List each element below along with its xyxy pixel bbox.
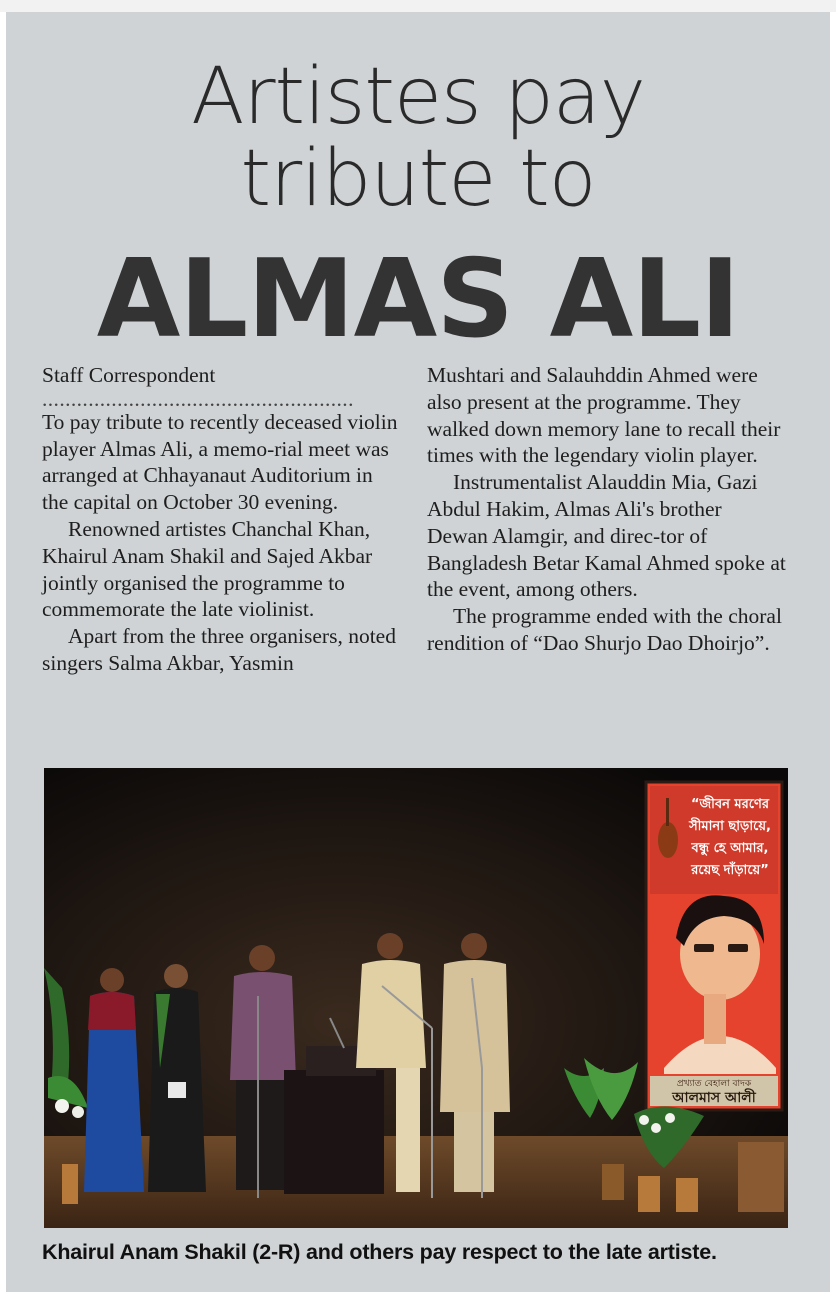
headline-line-3: ALMAS ALI — [96, 237, 740, 362]
violin-icon — [658, 822, 678, 858]
banner-name: আলমাস আলী — [672, 1090, 756, 1106]
article-column-right — [427, 362, 787, 657]
banner-subtitle: প্রখ্যাত বেহালা বাদক — [676, 1079, 752, 1089]
paragraph: Mushtari and Salauhddin Ahmed were also present at the programme. They walked down memory lane to recall their times with the legendary violin player. — [427, 363, 781, 468]
banner-quote-line: বন্ধু হে আমার, — [691, 841, 769, 856]
banner-quote-line: রয়েছ দাঁড়ায়ে” — [691, 863, 769, 878]
article-column-left — [42, 362, 402, 677]
photo-illustration — [44, 768, 788, 1228]
headline-line-1: Artistes pay — [191, 52, 645, 142]
paragraph: Renowned artistes Chanchal Khan, Khairul Anam Shakil and Sajed Akbar jointly organised the programme to commemorate the late violinist. — [42, 516, 373, 622]
byline-separator: ...................................................... — [42, 388, 354, 409]
paragraph: The programme ended with the choral rendition of “Dao Shurjo Dao Dhoirjo”. — [427, 604, 782, 655]
banner-quote-line: “জীবন মরণের — [690, 797, 770, 812]
photo-caption: Khairul Anam Shakil (2-R) and others pay respect to the late artiste. — [42, 1240, 717, 1264]
banner-quote-line: সীমানা ছাড়ায়ে, — [689, 819, 771, 834]
paragraph: Apart from the three organisers, noted singers Salma Akbar, Yasmin — [42, 624, 396, 675]
headline-line-2: tribute to — [240, 134, 596, 224]
event-photo — [44, 768, 788, 1228]
top-strip — [0, 0, 836, 12]
paragraph: To pay tribute to recently deceased violin player Almas Ali, a memo-rial meet was arranged at Chhayanaut Auditorium in the capital on October 30 evening. — [42, 409, 398, 515]
byline: Staff Correspondent — [42, 363, 216, 387]
person — [148, 964, 206, 1192]
paragraph: Instrumentalist Alauddin Mia, Gazi Abdul Hakim, Almas Ali's brother Dewan Alamgir, and direc-tor of Bangladesh Betar Kamal Ahmed spoke at the event, among others. — [427, 470, 786, 602]
banner — [646, 782, 782, 1110]
